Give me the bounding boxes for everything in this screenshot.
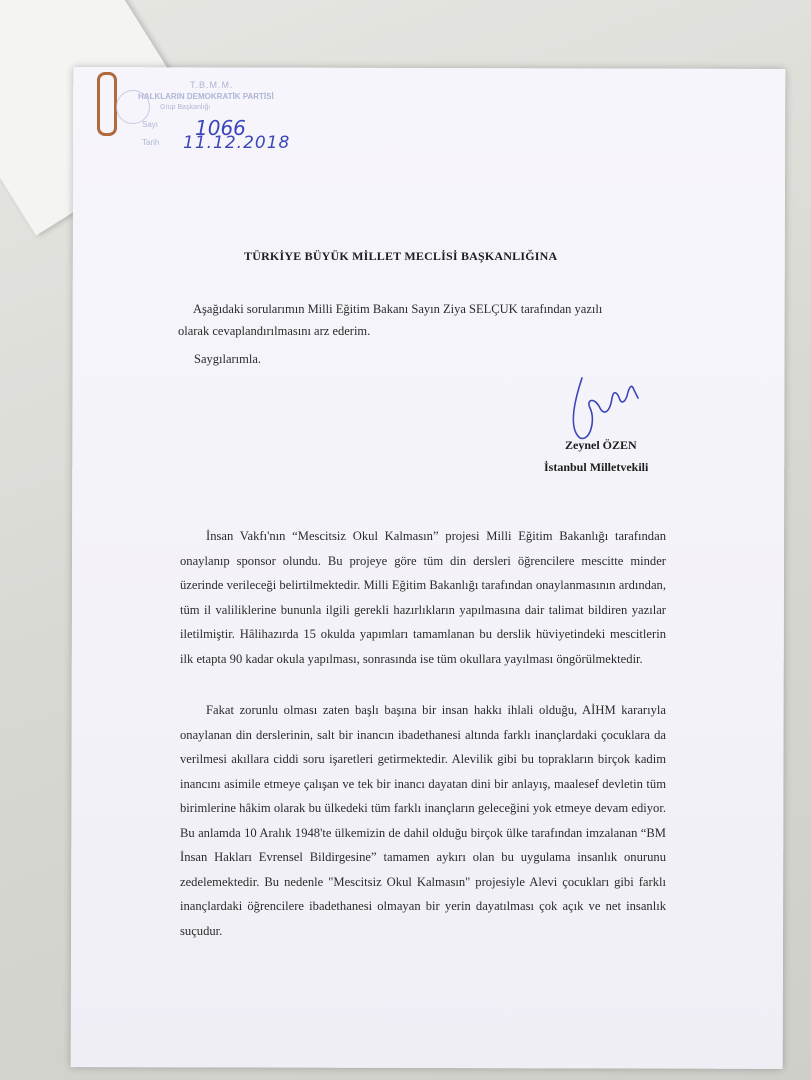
letter-title: TÜRKİYE BÜYÜK MİLLET MECLİSİ BAŞKANLIĞINA [244, 249, 558, 263]
signer-title: İstanbul Milletvekili [544, 460, 649, 474]
stamp-sayi-value: 1066 [195, 116, 246, 140]
greeting: Saygılarımla. [194, 352, 261, 366]
letter-intro [178, 298, 658, 342]
body-paragraph-2: Fakat zorunlu olması zaten başlı başına bir insan hakkı ihlali olduğu, AİHM kararıyla onaylanan din derslerinin, salt bir inancın ibadethanesi altında farklı inançlardaki çocuklara da verilmesi akıllara ciddi soru işaretleri getirmektedir. Alevilik gibi bu toprakların birçok kadim inancını asimile etmeye çalışan ve tek bir inancı dayatan dini bir anlayış, maalesef devletin tüm birimlerine hâkim olarak bu ülkedeki tüm farklı inançların geleceğini yok etmeye devam ediyor. Bu anlamda 10 Aralık 1948'te ülkemizin de dahil olduğu birçok ülke tarafından imzalanan “BM İnsan Hakları Evrensel Bildirgesine” tamamen aykırı olan bu uygulama insanlık onurunu zedelemektedir. Bu nedenle "Mescitsiz Okul Kalmasın" projesiyle Alevi çocukları gibi farklı inançlardaki öğrencilere ibadethanesi olmayan bir yerin dayatılması çok açık ve net insanlık suçudur. [180, 703, 666, 938]
handwritten-signature [560, 368, 650, 448]
signer-name: Zeynel ÖZEN [565, 438, 637, 452]
intro-line-1: Aşağıdaki sorularımın Milli Eğitim Bakanı Sayın Ziya SELÇUK tarafından yazılı [193, 302, 603, 316]
stamp-group: Grup Başkanlığı [160, 104, 211, 111]
stamp-tarih-label: Tarih [142, 138, 160, 147]
stamp-org: T.B.M.M. [190, 80, 234, 90]
body-paragraph-1: İnsan Vakfı'nın “Mescitsiz Okul Kalmasın” projesi Milli Eğitim Bakanlığı tarafından onaylanıp sponsor olundu. Bu projeye göre tüm din dersleri öğrencilere mescitte minder üzerinde verileceği belirtilmektedir. Milli Eğitim Bakanlığı tarafından onaylanmasının ardından, tüm il valiliklerine bununla ilgili gerekli hazırlıkların yapılmasına dair talimat bildiren yazılar iletilmiştir. Hâlihazırda 15 okulda yapımları tamamlanan bu derslik hüviyetindeki mescitlerin ilk etapta 90 kadar okula yapılması, sonrasında ise tüm okullara yayılması öngörülmektedir. [180, 529, 666, 666]
stamp-sayi-label: Sayı [142, 120, 159, 129]
stamp-party: HALKLARIN DEMOKRATİK PARTİSİ [138, 92, 274, 101]
intro-line-2: olarak cevaplandırılmasını arz ederim. [178, 324, 371, 338]
paper-clip [97, 72, 117, 136]
stamp-tarih-value: 11.12.2018 [183, 133, 291, 153]
